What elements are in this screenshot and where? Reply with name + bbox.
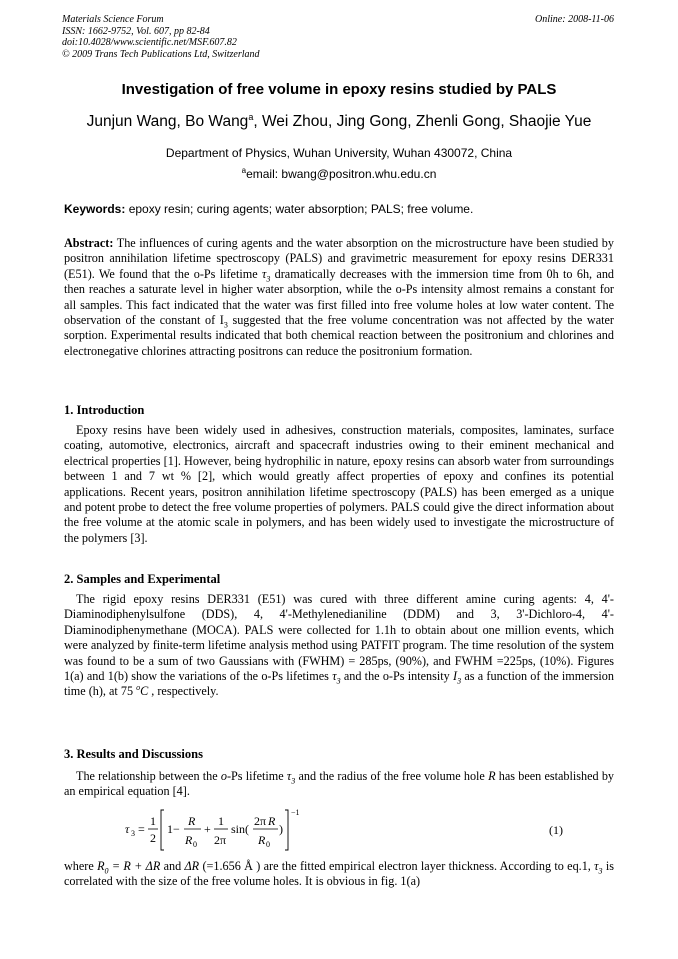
results-text bbox=[64, 769, 614, 800]
abstract-text: The influences of curing agents and the water absorption on the microstructure have been studied by positron annihilation lifetime spectroscopy (PALS) and gravimetric measurement for epoxy resins DER331 (E51). We found that the o-Ps lifetime bbox=[64, 236, 614, 281]
journal-header bbox=[62, 14, 260, 60]
introduction-text: Epoxy resins have been widely used in adhesives, construction materials, composites, laminates, surface coating, automotive, electronics, aircraft and spacecraft industries owing to their eminent mechanical and electrical properties [1]. However, being hydrophilic in nature, epoxy resins can absorb water from surroundings between 1 and 7 wt % [2], which would greatly affect properties of epoxy and confines its potential applications. Recent years, positron annihilation lifetime spectroscopy (PALS) has been emerged as a unique and potent probe to detect the free volume properties of polymers. PALS could give the direct information about the free volume at the atomic scale in polymers, and has been widely used to investigate the microstructure of the polymers [3]. bbox=[64, 423, 614, 545]
section-heading-experimental: 2. Samples and Experimental bbox=[64, 572, 221, 586]
affiliation: Department of Physics, Wuhan University, Wuhan 430072, China bbox=[165, 146, 513, 160]
svg-text:): ) bbox=[279, 822, 283, 836]
svg-text:+: + bbox=[204, 822, 211, 836]
svg-text:2π: 2π bbox=[254, 814, 267, 828]
paragraph-text: has been established by an empirical equation [4]. bbox=[64, 769, 615, 799]
intensity-symbol: $I_3$ bbox=[453, 669, 462, 686]
celsius-symbol: $^o$C bbox=[136, 683, 149, 699]
delta-r-symbol: ΔR bbox=[184, 859, 200, 873]
radius-symbol: R bbox=[488, 769, 496, 783]
results-text-2 bbox=[64, 859, 614, 890]
section-heading-results: 3. Results and Discussions bbox=[64, 747, 203, 761]
svg-text:0: 0 bbox=[193, 840, 197, 849]
svg-text:2π: 2π bbox=[214, 833, 227, 847]
svg-text:R: R bbox=[188, 814, 196, 828]
doi[interactable]: doi:10.4028/www.scientific.net/MSF.607.82 bbox=[62, 37, 237, 48]
equation-number: (1) bbox=[549, 823, 563, 837]
email-address[interactable]: email: bwang@positron.whu.edu.cn bbox=[246, 167, 437, 181]
paragraph-text: The relationship between the bbox=[76, 769, 221, 783]
paragraph-text: as a function of the immersion time (h), at 75 bbox=[64, 669, 614, 699]
email-line bbox=[0, 167, 678, 181]
experimental-text bbox=[64, 592, 614, 700]
author-list bbox=[0, 113, 678, 131]
r0-definition: $R_0 = R + \Delta R$ bbox=[97, 859, 161, 876]
svg-text:R: R bbox=[258, 833, 266, 847]
paragraph-text: and the o-Ps intensity bbox=[340, 669, 454, 684]
subscript: 3 bbox=[223, 320, 228, 330]
paragraph-text: The rigid epoxy resins DER331 (E51) was cured with three different amine curing agents: 4, 4'-Diaminodiphenylsulfone (DDS), 4, 4'-Methylenedianiline (DDM) and 3, 3'-Dichloro-4, 4'-Diaminodiphenymethane (MOCA). PALS were collected for 1.1h to obtain about one million events, which were analyzed by finite-term lifetime analysis method using PATFIT program. The time resolution of the system was found to be a sum of two Gaussians with (FWHM) = 285ps, (90%), and FWHM =225ps, (10%). Figures 1(a) and 1(b) show the variations of the o-Ps lifetimes bbox=[64, 592, 614, 684]
svg-text:1: 1 bbox=[150, 814, 156, 828]
tau-symbol: $\tau_3$ bbox=[332, 669, 341, 686]
copyright: © 2009 Trans Tech Publications Ltd, Switzerland bbox=[62, 48, 260, 60]
italic-o: o bbox=[220, 769, 227, 783]
keywords bbox=[64, 202, 473, 216]
paragraph-text: and bbox=[160, 859, 185, 873]
paragraph-text: -Ps lifetime bbox=[226, 769, 287, 783]
svg-text:R: R bbox=[185, 833, 193, 847]
journal-name: Materials Science Forum bbox=[62, 14, 164, 25]
svg-text:3: 3 bbox=[131, 829, 135, 838]
svg-text:1: 1 bbox=[218, 814, 224, 828]
email-marker: a bbox=[241, 166, 247, 175]
abstract-text: suggested that the free volume concentration was not affected by the water sorption. Experimental results indicated that both chemical reaction between the positronium and chlorines and electronegative chlorines attracting positrons can reduce the positronium formation. bbox=[64, 313, 614, 358]
paragraph-text: and the radius of the free volume hole bbox=[295, 769, 489, 783]
tau-symbol: $\tau_3$ bbox=[286, 769, 296, 786]
paragraph-text: , respectively. bbox=[148, 684, 219, 699]
equation-graphic bbox=[125, 806, 325, 856]
paper-title: Investigation of free volume in epoxy resins studied by PALS bbox=[121, 81, 557, 98]
keywords-label: Keywords: bbox=[64, 202, 126, 216]
author-name: Bo Wang bbox=[185, 113, 249, 130]
online-date: Online: 2008-11-06 bbox=[535, 14, 614, 25]
svg-text:1−: 1− bbox=[167, 822, 180, 836]
affiliation-marker: a bbox=[248, 111, 254, 122]
author-name: Junjun Wang, bbox=[86, 113, 186, 130]
svg-text:=: = bbox=[138, 822, 145, 836]
svg-text:0: 0 bbox=[266, 840, 270, 849]
keywords-text: epoxy resin; curing agents; water absorption; PALS; free volume. bbox=[125, 202, 474, 216]
svg-text:R: R bbox=[268, 814, 276, 828]
svg-text:−1: −1 bbox=[291, 808, 300, 817]
svg-text:sin(: sin( bbox=[231, 822, 249, 836]
abstract-label: Abstract: bbox=[64, 236, 114, 250]
abstract bbox=[64, 236, 614, 359]
tau-symbol: $\tau_3$ bbox=[594, 859, 603, 876]
svg-text:2: 2 bbox=[150, 831, 156, 845]
issn: ISSN: 1662-9752, Vol. 607, pp 82-84 bbox=[62, 25, 210, 37]
paragraph-text: (=1.656 Å ) are the fitted empirical electron layer thickness. According to eq.1, bbox=[199, 859, 595, 873]
section-heading-introduction: 1. Introduction bbox=[64, 403, 145, 417]
svg-text:τ: τ bbox=[125, 822, 130, 836]
equation-1 bbox=[125, 806, 615, 856]
tau-symbol: $\tau_3$ bbox=[261, 266, 271, 284]
paragraph-text: is correlated with the size of the free volume holes. It is obvious in fig. 1(a) bbox=[64, 859, 614, 889]
abstract-text: dramatically decreases with the immersion time from 0h to 6h, and then reaches a saturate level in higher water absorption, while the o-Ps intensity almost remains a constant for all samples. This fact indicated that the water was first filled into free volume holes at low water content. The observation of the constant of I bbox=[64, 266, 615, 328]
author-names: , Wei Zhou, Jing Gong, Zhenli Gong, Shaojie Yue bbox=[253, 113, 592, 130]
paragraph-text: where bbox=[64, 859, 98, 873]
